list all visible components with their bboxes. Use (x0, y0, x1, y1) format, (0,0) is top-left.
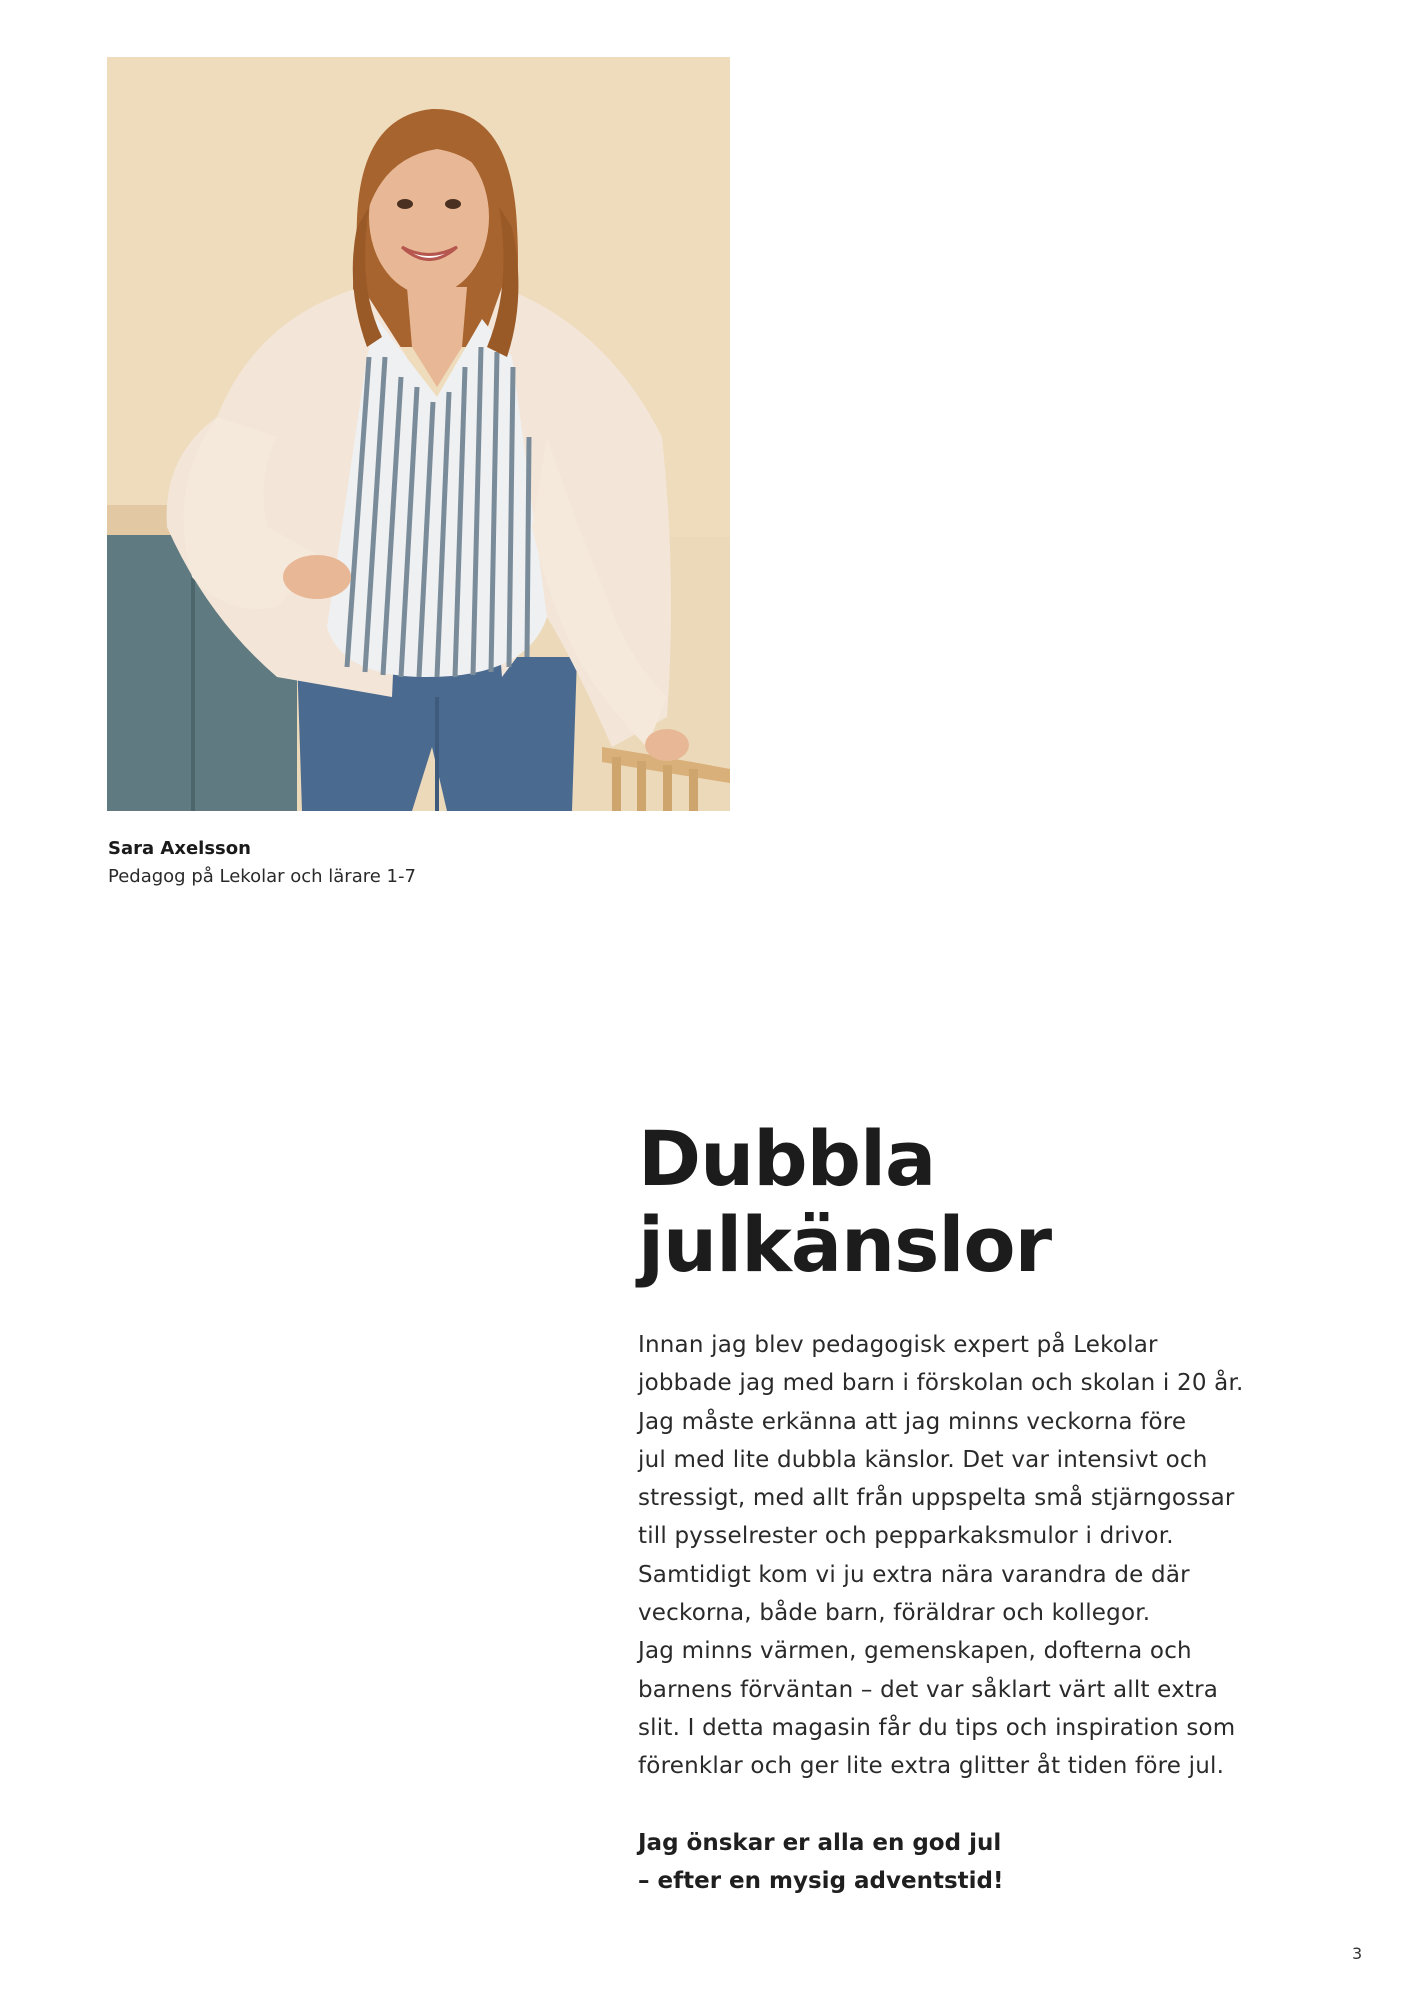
article-headline (638, 1116, 1278, 1288)
photo-caption (108, 835, 708, 891)
person-photo-icon (107, 57, 730, 811)
body-line: Samtidigt kom vi ju extra nära varandra de där (638, 1561, 1190, 1588)
headline-line: Dubbla (638, 1114, 936, 1203)
body-line: Jag måste erkänna att jag minns veckorna före (638, 1408, 1187, 1435)
body-line: förenklar och ger lite extra glitter åt tiden före jul. (638, 1753, 1225, 1780)
article-closing (638, 1824, 1278, 1901)
closing-line: Jag önskar er alla en god jul (638, 1829, 1002, 1856)
body-line: Innan jag blev pedagogisk expert på Lekolar (638, 1332, 1158, 1358)
body-line: jul med lite dubbla känslor. Det var intensivt och (638, 1446, 1208, 1473)
closing-line: – efter en mysig adventstid! (638, 1867, 1004, 1894)
body-line: slit. I detta magasin får du tips och inspiration som (638, 1714, 1236, 1741)
headline-line: julkänslor (638, 1200, 1052, 1289)
portrait-photo (107, 57, 730, 811)
page-number: 3 (1352, 1944, 1363, 1963)
article (638, 1116, 1278, 1900)
body-line: till pysselrester och pepparkaksmulor i drivor. (638, 1523, 1174, 1550)
caption-role: Pedagog på Lekolar och lärare 1-7 (108, 866, 416, 887)
caption-name: Sara Axelsson (108, 838, 251, 859)
body-line: stressigt, med allt från uppspelta små stjärngossar (638, 1485, 1235, 1512)
body-line: veckorna, både barn, föräldrar och kollegor. (638, 1600, 1151, 1627)
body-line: barnens förväntan – det var såklart värt allt extra (638, 1676, 1219, 1703)
body-line: jobbade jag med barn i förskolan och skolan i 20 år. (638, 1370, 1244, 1397)
body-line: Jag minns värmen, gemenskapen, dofterna och (638, 1638, 1192, 1665)
article-body (638, 1326, 1278, 1786)
